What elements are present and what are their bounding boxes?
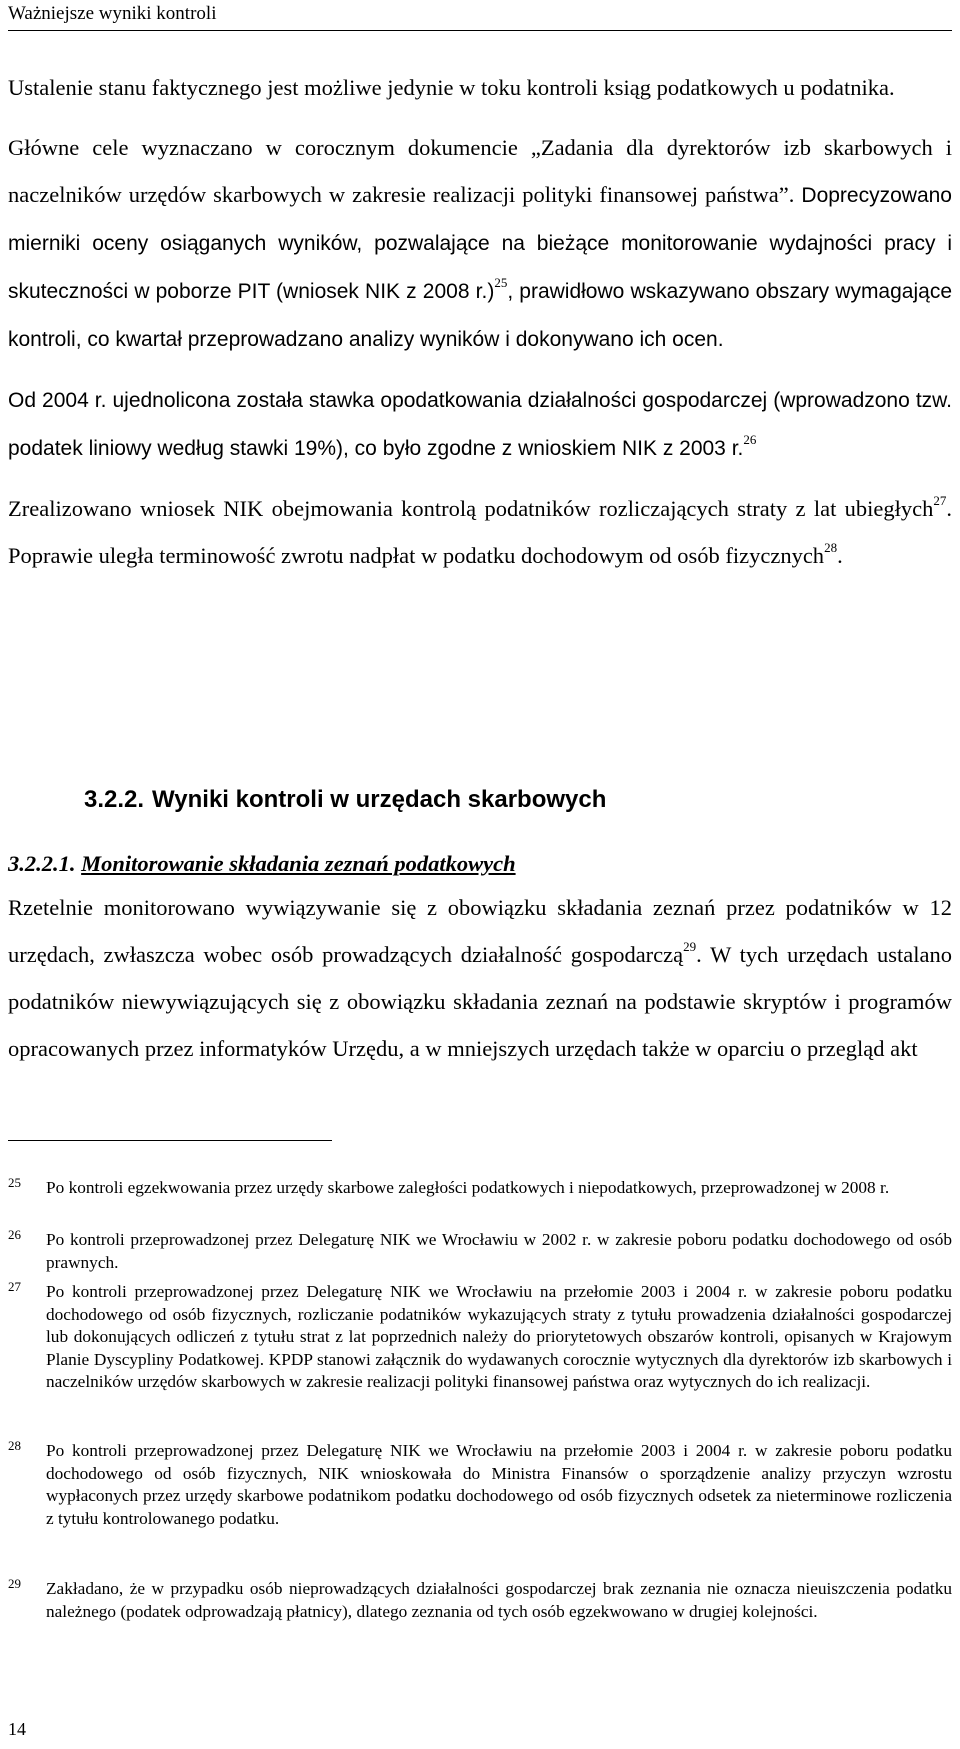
paragraph-4 (8, 485, 952, 579)
paragraph-4-part-c: . (837, 543, 843, 568)
main-text-lower (8, 884, 952, 1085)
footnote-29 (8, 1578, 952, 1623)
footnote-25 (8, 1177, 952, 1200)
page-number: 14 (8, 1719, 26, 1739)
paragraph-5 (8, 884, 952, 1072)
footnote-separator (8, 1140, 332, 1141)
running-header (8, 0, 952, 31)
footnote-text: Zakładano, że w przypadku osób nieprowadzących działalności gospodarczej brak zeznania nie oznacza nieuiszczenia podatku należnego (podatek odprowadzają płatnicy), dlatego zeznania od tych osób egzekwowano w drugiej kolejności. (46, 1579, 952, 1621)
footnote-ref-27[interactable]: 27 (933, 493, 947, 508)
subsection-title: Monitorowanie składania zeznań podatkowych (81, 851, 516, 876)
paragraph-3 (8, 376, 952, 472)
subsection-number: 3.2.2.1. (8, 851, 76, 876)
subsection-heading (8, 848, 516, 880)
footnote-number: 28 (8, 1438, 21, 1453)
footnote-26 (8, 1229, 952, 1274)
paragraph-2 (8, 124, 952, 363)
section-number: 3.2.2. (84, 786, 145, 813)
paragraph-4-part-a: Zrealizowano wniosek NIK obejmowania kontrolą podatników rozliczających straty z lat ubiegłych (8, 496, 934, 521)
footnote-number: 27 (8, 1279, 21, 1294)
footnote-ref-26[interactable]: 26 (743, 432, 757, 447)
paragraph-2-part-b: Doprecyzowano mierniki oceny osiąganych wyników, pozwalające na bieżące monitorowanie wydajności pracy i skuteczności w poborze PIT (wniosek NIK z 2008 r.) (8, 184, 952, 303)
footnote-text: Po kontroli przeprowadzonej przez Delegaturę NIK we Wrocławiu w 2002 r. w zakresie poboru podatku dochodowego od osób prawnych. (46, 1230, 952, 1272)
section-title: Wyniki kontroli w urzędach skarbowych (152, 786, 607, 813)
paragraph-3-text: Od 2004 r. ujednolicona została stawka opodatkowania działalności gospodarczej (wprowadzono tzw. podatek liniowy według stawki 19%), co było zgodne z wnioskiem NIK z 2003 r. (8, 389, 952, 460)
footnote-text: Po kontroli przeprowadzonej przez Delegaturę NIK we Wrocławiu na przełomie 2003 i 2004 r. w zakresie poboru podatku dochodowego od osób fizycznych, NIK wnioskowała do Ministra Finansów o sporządzenie analizy przyczyn wzrostu wypłaconych przez urzędy skarbowe podatnikom podatku dochodowego od osób fizycznych odsetek za nieterminowe rozliczenia z tytułu kontrolowanego podatku. (46, 1441, 952, 1528)
footnote-ref-25[interactable]: 25 (494, 275, 508, 290)
paragraph-2-part-a: Główne cele wyznaczano w corocznym dokumencie „Zadania dla dyrektorów izb skarbowych i naczelników urzędów skarbowych w zakresie realizacji polityki finansowej państwa”. (8, 135, 952, 207)
footnote-ref-29[interactable]: 29 (683, 939, 697, 954)
main-text-upper (8, 64, 952, 592)
footnote-number: 25 (8, 1175, 21, 1190)
paragraph-5-part-b: . W tych urzędach ustalano podatników niewywiązujących się z obowiązku składania zeznań na podstawie skryptów i programów opracowanych przez informatyków Urzędu, a w mniejszych urzędach także w oparciu o przegląd akt (8, 942, 952, 1061)
footnote-27 (8, 1281, 952, 1394)
paragraph-5-part-a: Rzetelnie monitorowano wywiązywanie się z obowiązku składania zeznań przez podatników w 12 urzędach, zwłaszcza wobec osób prowadzących działalność gospodarczą (8, 895, 952, 967)
paragraph-4-part-b: . Poprawie uległa terminowość zwrotu nadpłat w podatku dochodowym od osób fizycznych (8, 496, 952, 568)
footnote-text: Po kontroli przeprowadzonej przez Delegaturę NIK we Wrocławiu na przełomie 2003 i 2004 r. w zakresie poboru podatku dochodowego od osób fizycznych, rozliczanie podatników wykazujących straty z tytułu prowadzenia działalności gospodarczej lub dokonujących odliczeń z tytułu strat z lat poprzednich należy do priorytetowych obszarów kontroli, opisanych w Krajowym Planie Dyscypliny Podatkowej. KPDP stanowi załącznik do wydawanych corocznie wytycznych dla dyrektorów izb skarbowych i naczelników urzędów skarbowych w zakresie realizacji polityki finansowej państwa oraz wytycznych do ich realizacji. (46, 1282, 952, 1392)
footnote-number: 26 (8, 1227, 21, 1242)
paragraph-2-part-c: , prawidłowo wskazywano obszary wymagające kontroli, co kwartał przeprowadzano analizy wyników i dokonywano ich ocen. (8, 280, 952, 351)
footnote-number: 29 (8, 1576, 21, 1591)
header-title: Ważniejsze wyniki kontroli (8, 3, 217, 24)
footnote-28 (8, 1440, 952, 1530)
footnote-text: Po kontroli egzekwowania przez urzędy skarbowe zaległości podatkowych i niepodatkowych, przeprowadzonej w 2008 r. (46, 1178, 890, 1197)
section-heading (84, 782, 606, 818)
footnote-ref-28[interactable]: 28 (824, 540, 838, 555)
paragraph-1: Ustalenie stanu faktycznego jest możliwe jedynie w toku kontroli ksiąg podatkowych u podatnika. (8, 75, 895, 100)
